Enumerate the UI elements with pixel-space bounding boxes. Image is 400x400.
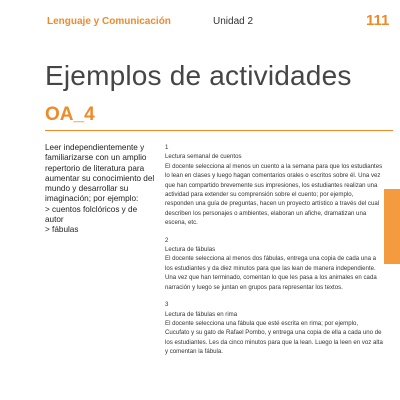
activity-title: Lectura de fábulas en rima xyxy=(165,310,238,318)
activity xyxy=(165,143,383,228)
activity-number: 3 xyxy=(165,301,169,309)
page-title: Ejemplos de actividades xyxy=(45,60,352,91)
side-tab-marker xyxy=(384,189,400,264)
header-unit: Unidad 2 xyxy=(213,16,254,27)
activity-body: El docente selecciona al menos un cuento a la semana para que los estudiantes lo lean en clases y luego hagan comentarios orales o escritos sobre él. Una vez que han compartido brevemente sus impresiones, los estudiantes realizan una actividad para extender su comprensión sobre el cuento; por ejemplo, responden una guía de preguntas, hacen un proyecto artístico a través del cual describen los personajes o ambientes, elaboran un afiche, dramatizan una escena, etc. xyxy=(165,162,383,227)
objective-item: > cuentos folclóricos y de autor xyxy=(45,204,138,225)
activity-body: El docente selecciona una fábula que esté escrita en rima; por ejemplo, Cucufato y su gato de Rafael Pombo, y entrega una copia de ella a cada uno de los estudiantes. Les da cinco minutos para que la lean. Luego la leen en voz alta y comentan la fábula. xyxy=(165,319,383,356)
header-subject: Lenguaje y Comunicación xyxy=(47,16,171,27)
activity-number: 1 xyxy=(165,144,169,151)
objective-item: > fábulas xyxy=(45,225,79,235)
oa-code: OA_4 xyxy=(45,104,95,125)
objective-block xyxy=(45,143,157,236)
activity xyxy=(165,236,383,292)
section-divider xyxy=(45,130,393,131)
page-number: 111 xyxy=(366,12,390,29)
objective-text: Leer independientemente y familiarizarse con un amplio repertorio de literatura para aumentar su conocimiento del mundo y desarrollar su imaginación; por ejemplo: xyxy=(45,143,155,204)
activities-column xyxy=(165,143,383,365)
activity-title: Lectura semanal de cuentos xyxy=(165,153,242,161)
activity-body: El docente selecciona al menos dos fábulas, entrega una copia de cada una a los estudiantes y da diez minutos para que las lean de manera independiente. Una vez que han terminado, comentan lo que les pasa a los animales en cada narración y luego se juntan en grupos para representar los textos. xyxy=(165,255,377,291)
activity-number: 2 xyxy=(165,236,169,244)
activity-title: Lectura de fábulas xyxy=(165,246,216,254)
activity xyxy=(165,300,383,356)
